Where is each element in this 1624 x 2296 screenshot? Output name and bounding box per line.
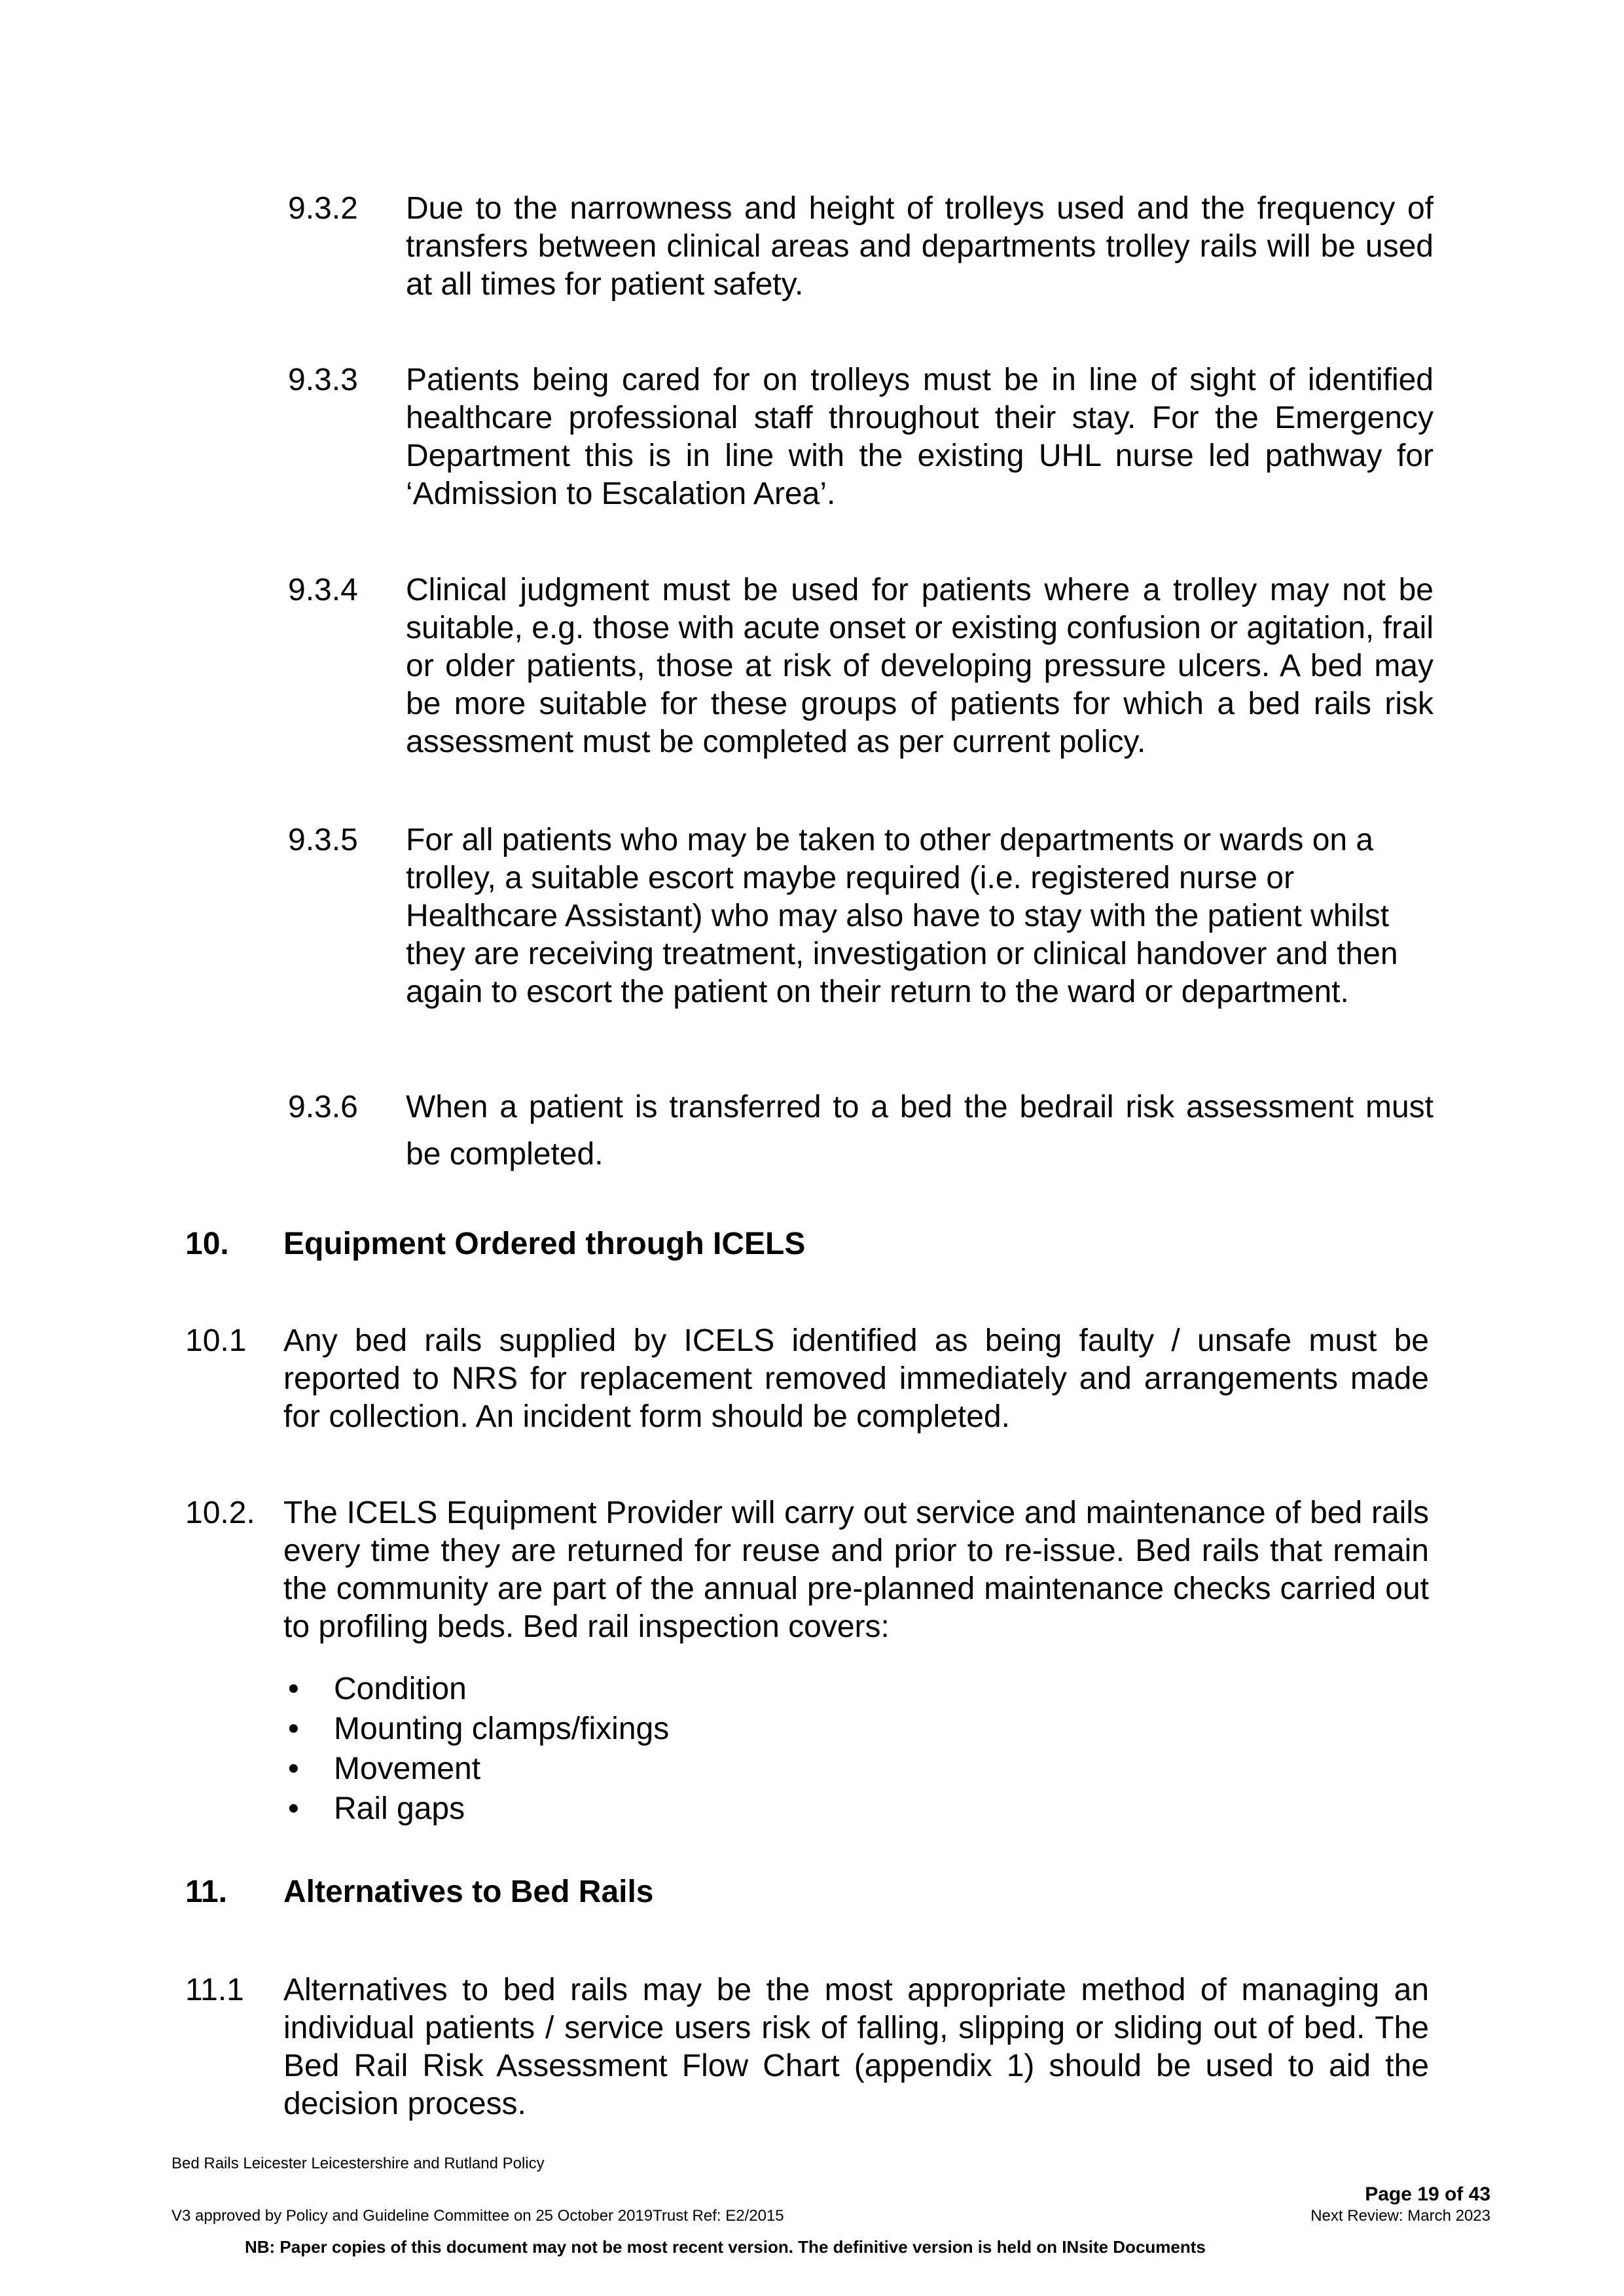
paragraph-text: Due to the narrowness and height of trolleys used and the frequency of transfers between clinical areas and departments trolley rails will be used at all times for patient safety. <box>406 191 1434 302</box>
paragraph-text: Any bed rails supplied by ICELS identified as being faulty / unsafe must be reported to NRS for replacement removed immediately and arrangements made for collection. An incident form should be completed. <box>283 1323 1429 1434</box>
list-item: • Rail gaps <box>334 1789 669 1829</box>
paragraph-text: Alternatives to bed rails may be the most appropriate method of managing an individual patients / service users risk of falling, slipping or sliding out of bed. The Bed Rail Risk Assessment Flow Chart (appendix 1) should be used to aid the decision process. <box>283 1973 1429 2121</box>
heading-number: 10. <box>185 1227 229 1261</box>
list-item: • Movement <box>334 1749 669 1789</box>
paragraph-text: The ICELS Equipment Provider will carry out service and maintenance of bed rails every time they are returned for reuse and prior to re-issue. Bed rails that remain the community are part of the annual pre-planned maintenance checks carried out to profiling beds. Bed rail inspection covers: <box>283 1496 1429 1644</box>
bullet-icon: • <box>288 1672 299 1706</box>
paragraph-9-3-4 <box>288 571 1440 768</box>
heading-title: Equipment Ordered through ICELS <box>283 1227 806 1261</box>
paragraph-number: 11.1 <box>185 1973 244 2007</box>
paragraph-9-3-3 <box>288 361 1440 518</box>
footer-page-number: Page 19 of 43 <box>1365 2183 1490 2205</box>
section-heading-11 <box>185 1873 1429 1912</box>
bullet-icon: • <box>288 1712 299 1746</box>
inspection-list <box>288 1669 670 1829</box>
paragraph-number: 9.3.6 <box>288 1090 358 1124</box>
paragraph-text: When a patient is transferred to a bed the bedrail risk assessment must be completed. <box>406 1090 1434 1172</box>
paragraph-number: 10.2. <box>185 1496 255 1530</box>
heading-number: 11. <box>185 1874 228 1909</box>
footer-notice: NB: Paper copies of this document may not be most recent version. The definitive version is held on INsite Documents <box>245 2237 1206 2257</box>
footer-next-review: Next Review: March 2023 <box>1310 2207 1490 2225</box>
paragraph-number: 9.3.2 <box>288 191 358 226</box>
paragraph-10-2 <box>185 1494 1442 1651</box>
paragraph-9-3-2 <box>288 190 1440 308</box>
footer-approval: V3 approved by Policy and Guideline Committee on 25 October 2019Trust Ref: E2/2015 <box>171 2207 784 2225</box>
paragraph-number: 10.1 <box>185 1323 247 1358</box>
heading-title: Alternatives to Bed Rails <box>283 1874 654 1909</box>
paragraph-number: 9.3.4 <box>288 573 358 607</box>
list-item: • Condition <box>334 1669 669 1709</box>
paragraph-9-3-5 <box>288 821 1440 1057</box>
paragraph-10-1 <box>185 1322 1442 1440</box>
paragraph-11-1 <box>185 1971 1442 2128</box>
paragraph-number: 9.3.5 <box>288 823 358 857</box>
footer-policy-title: Bed Rails Leicester Leicestershire and Rutland Policy <box>171 2155 545 2172</box>
paragraph-text: For all patients who may be taken to other departments or wards on a trolley, a suitable escort maybe required (i.e. registered nurse or Healthcare Assistant) who may also have to stay with the patient whilst they are receiving treatment, investigation or clinical handover and then again to escort the patient on their return to the ward or department. <box>406 823 1398 1009</box>
bullet-icon: • <box>288 1751 299 1786</box>
paragraph-number: 9.3.3 <box>288 363 358 397</box>
bullet-icon: • <box>288 1791 299 1826</box>
paragraph-text: Clinical judgment must be used for patients where a trolley may not be suitable, e.g. those with acute onset or existing confusion or agitation, frail or older patients, those at risk of developing pressure ulcers. A bed may be more suitable for these groups of patients for which a bed rails risk assessment must be completed as per current policy. <box>406 573 1434 759</box>
section-heading-10 <box>185 1225 1429 1265</box>
paragraph-text: Patients being cared for on trolleys must be in line of sight of identified healthcare professional staff throughout their stay. For the Emergency Department this is in line with the existing UHL nurse led pathway for ‘Admission to Escalation Area’. <box>406 363 1434 511</box>
paragraph-9-3-6 <box>288 1084 1440 1172</box>
list-item: • Mounting clamps/fixings <box>334 1709 669 1749</box>
